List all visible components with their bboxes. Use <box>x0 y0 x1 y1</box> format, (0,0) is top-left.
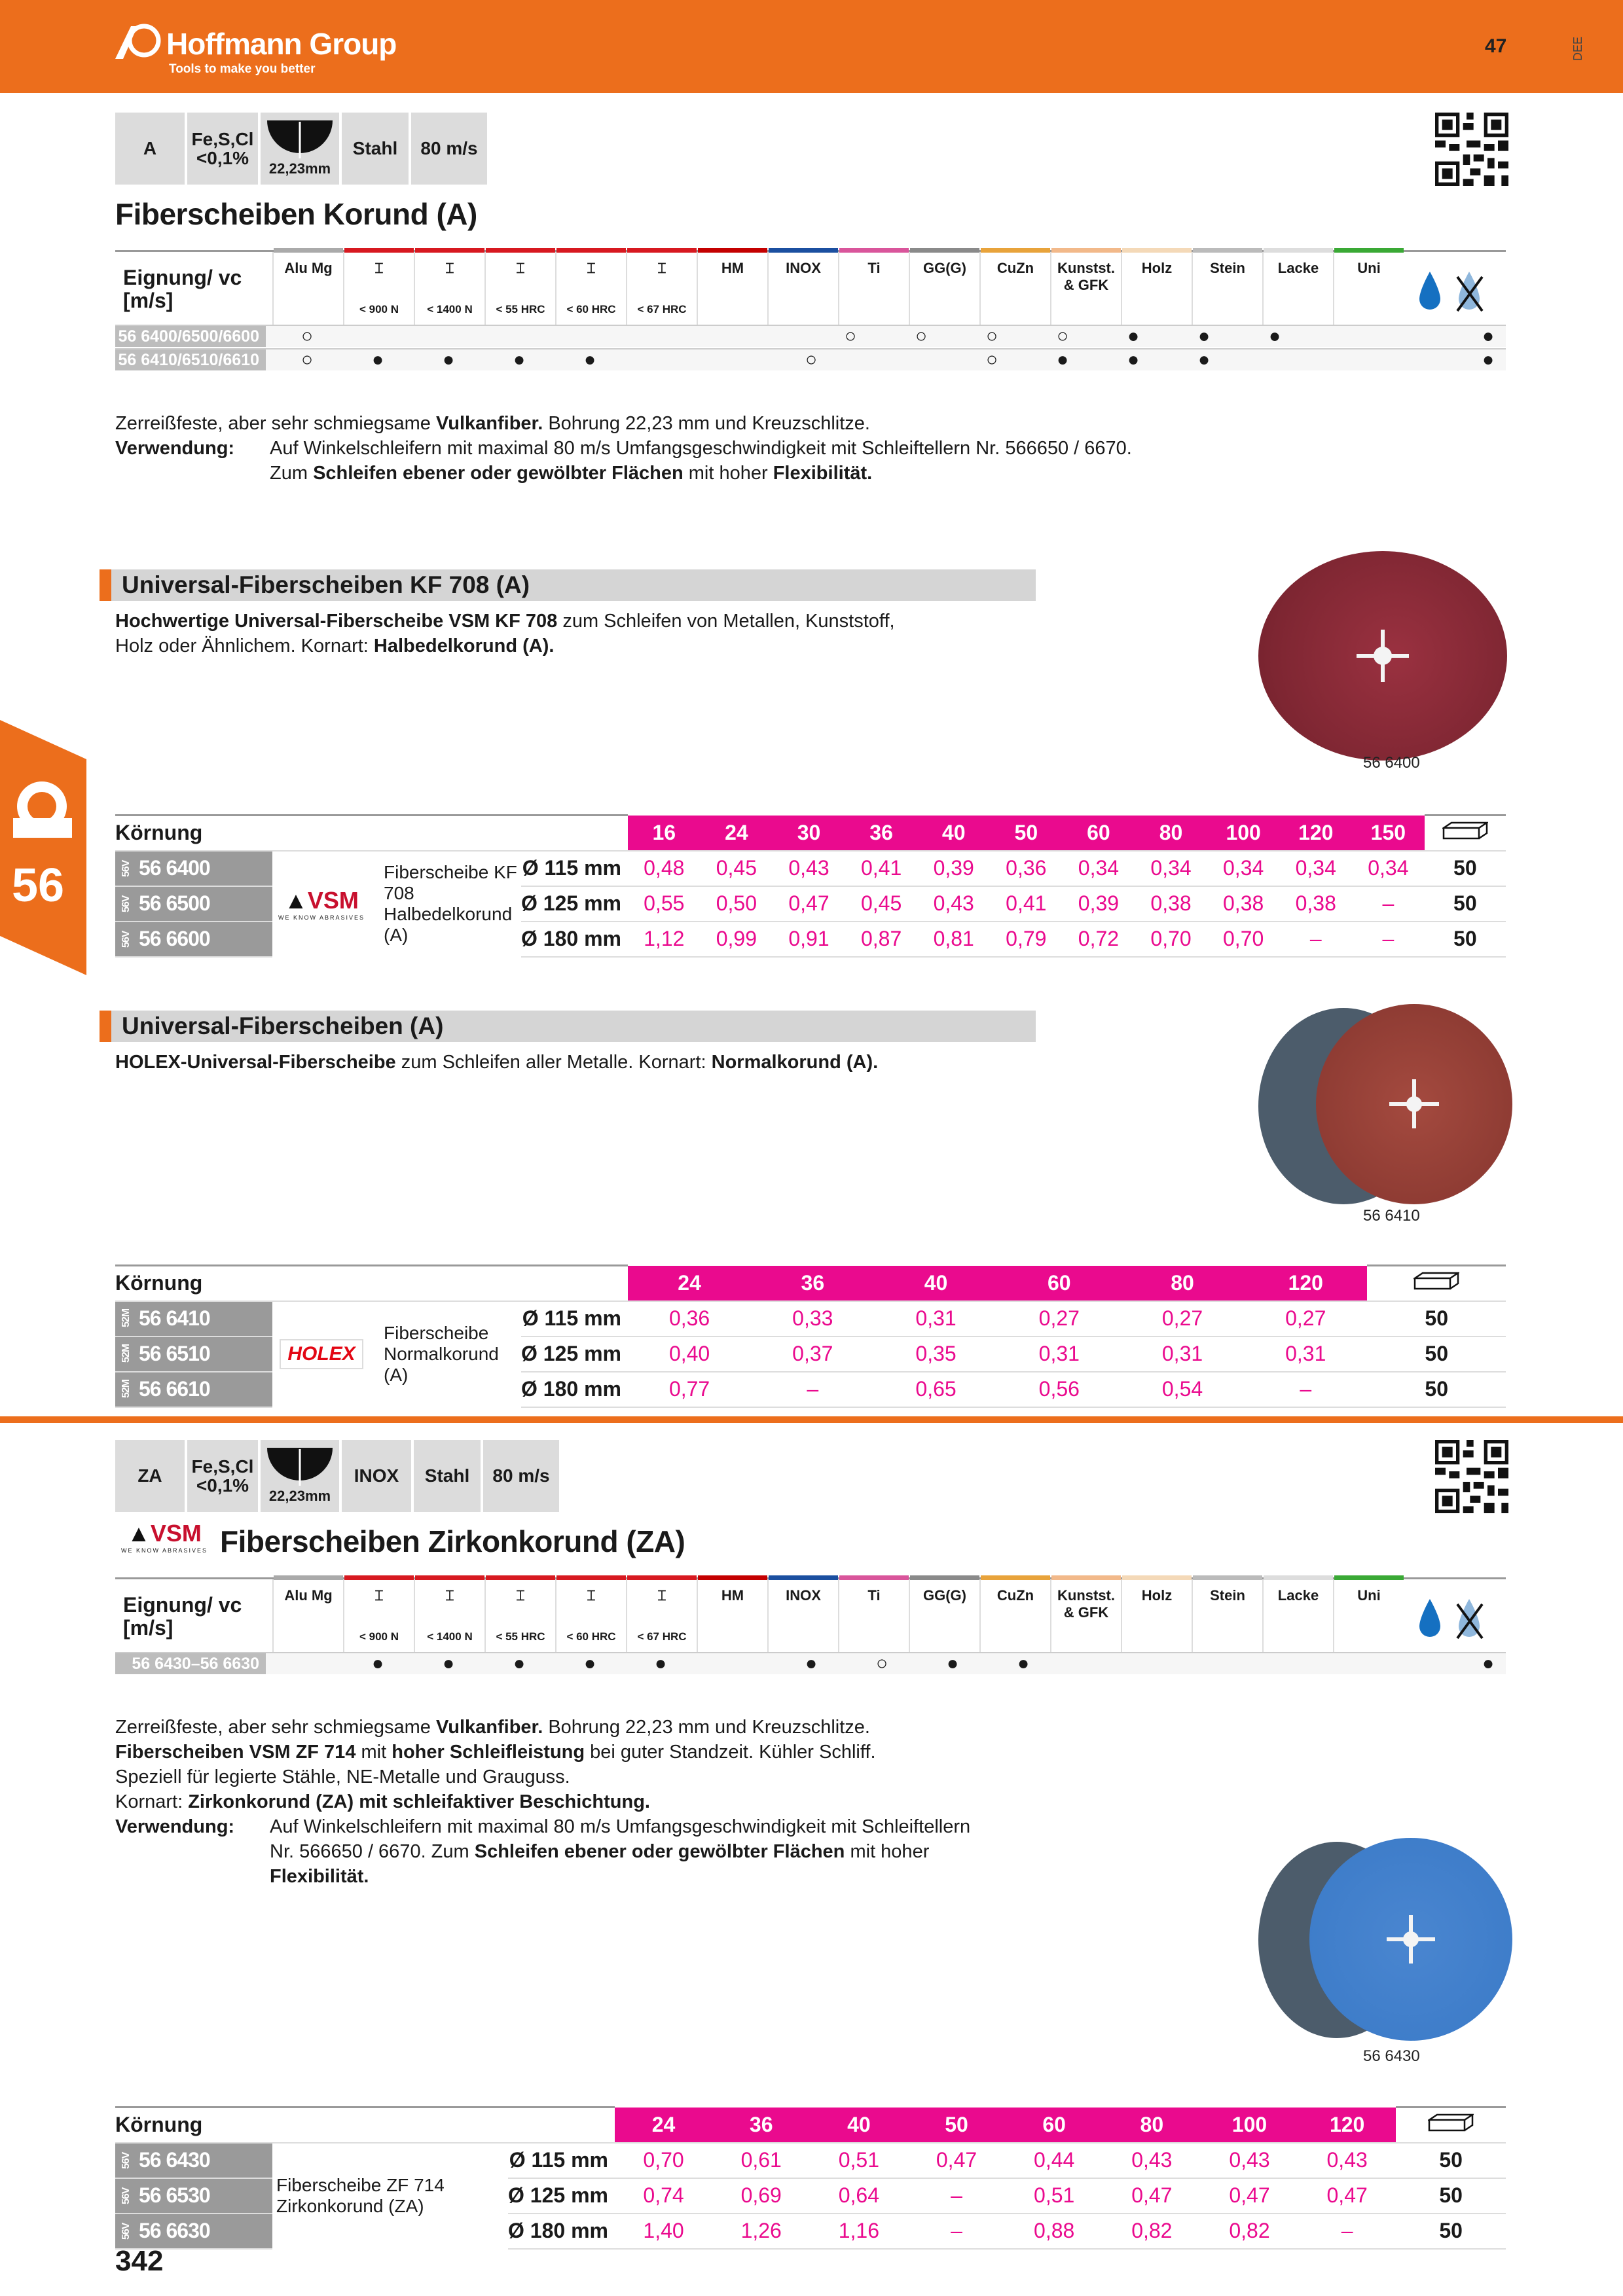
col-uni: Uni <box>1333 252 1404 325</box>
col-holz: Holz <box>1121 252 1192 325</box>
col-steel-1400: ⌶ < 1400 N <box>414 252 484 325</box>
grit-header-row: Körnung 16 24 30 36 40 50 60 80 100 120 150 <box>115 816 1506 851</box>
spec-material: Stahl <box>342 113 411 185</box>
product-image-kf708 <box>1258 551 1507 761</box>
spec-bore: 22,23mm <box>261 113 342 185</box>
chapter-number: 56 <box>12 859 65 912</box>
wet-dry-icon <box>1415 1598 1494 1641</box>
spec-inox: INOX <box>342 1440 414 1512</box>
suitability-row-1: 56 6400/6500/6600 ○ ○ ○ ○ ○ ● ● ● ● <box>115 325 1506 347</box>
product-row[interactable]: 52M 56 6610 Ø 180 mm 0,77 – 0,65 0,56 0,54 – 50 <box>115 1372 1506 1407</box>
image-caption-zirkon: 56 6430 <box>1363 2047 1420 2065</box>
product-row[interactable]: 52M 56 6410 HOLEX Fiberscheibe Normalkorund (A) Ø 115 mm 0,36 0,33 0,31 0,27 0,27 0,27 50 <box>115 1301 1506 1336</box>
holex-logo: HOLEX Fiberscheibe Normalkorund (A) <box>272 1301 521 1407</box>
col-alu: Alu Mg <box>272 252 343 325</box>
product-name: Fiberscheibe KF 708 Halbedelkorund (A) <box>384 862 517 945</box>
product-name: Fiberscheibe ZF 714 Zirkonkorund (ZA) <box>276 2175 445 2216</box>
col-lacke: Lacke <box>1262 252 1333 325</box>
spec-speed: 80 m/s <box>411 113 490 185</box>
vsm-logo: ▲VSM WE KNOW ABRASIVES Fiberscheibe KF 708 Halbedelkorund (A) <box>272 851 521 957</box>
suitability-header <box>115 250 1506 323</box>
price-table-zirkon <box>115 2106 1506 2250</box>
qr-code-icon[interactable] <box>1435 1440 1508 1513</box>
product-image-zirkon <box>1309 1838 1512 2041</box>
col-gg: GG(G) <box>909 252 979 325</box>
price-table-holex <box>115 1265 1506 1408</box>
qr-code-icon[interactable] <box>1435 113 1508 186</box>
section-title-holex: Universal-Fiberscheiben (A) <box>100 1011 1036 1042</box>
spec-contamination: Fe,S,Cl <0,1% <box>187 1440 261 1512</box>
spec-speed: 80 m/s <box>483 1440 562 1512</box>
product-row[interactable]: 56V 56 6500 Ø 125 mm 0,55 0,50 0,47 0,45 0,43 0,41 0,39 0,38 0,38 0,38 – 50 <box>115 886 1506 922</box>
col-inox: INOX <box>767 252 838 325</box>
col-kunststoff: Kunstst. & GFK <box>1050 252 1121 325</box>
wet-dry-icon <box>1415 270 1494 314</box>
product-row[interactable]: 56V 56 6430 Fiberscheibe ZF 714 Zirkonkorund (ZA) Ø 115 mm 0,70 0,61 0,51 0,47 0,44 0,43 0,43 0,43 50 <box>115 2143 1506 2178</box>
col-hrc-60: ⌶ < 60 HRC <box>555 252 626 325</box>
section-title-korund: Fiberscheiben Korund (A) <box>115 197 477 231</box>
spec-grain: ZA <box>115 1440 187 1512</box>
description-kf708: Hochwertige Universal-Fiberscheibe VSM KF 708 zum Schleifen von Metallen, Kunststoff, Holz oder Ähnlichem. Kornart: Halbedelkorund (A). <box>115 611 895 656</box>
col-hrc-55: ⌶ < 55 HRC <box>484 252 555 325</box>
brand-name: Hoffmann Group <box>166 27 397 61</box>
package-icon <box>1425 816 1506 851</box>
disc-bore-icon <box>267 120 333 161</box>
description-holex: HOLEX-Universal-Fiberscheibe zum Schleifen aller Metalle. Kornart: Normalkorund (A). <box>115 1052 879 1073</box>
col-stein: Stein <box>1192 252 1262 325</box>
product-row[interactable]: 56V 56 6400 ▲VSM WE KNOW ABRASIVES Fiberscheibe KF 708 Halbedelkorund (A) Ø 115 mm 0,48 0,45 0,43 0,41 0,39 0,36 0,34 0,34 0,34 0,34 0,34 50 <box>115 851 1506 886</box>
suitability-header-za: Eignung/ vc [m/s] Alu Mg ⌶ < 900 N ⌶ < 1400 N ⌶ < 55 HRC ⌶ < 60 HRC ⌶ < 67 HRC HM INOX Ti GG(G) CuZn Kunstst. & GFK Holz Stein Lacke Uni <box>115 1577 1506 1651</box>
product-row[interactable]: 56V 56 6600 Ø 180 mm 1,12 0,99 0,91 0,87 0,81 0,79 0,72 0,70 0,70 – – 50 <box>115 922 1506 957</box>
hoffmann-logo-icon <box>115 22 161 59</box>
suitability-label: Eignung/ vc [m/s] <box>123 266 242 313</box>
grit-header-row: Körnung 24 36 40 50 60 80 100 120 <box>115 2108 1506 2143</box>
product-row[interactable]: 52M 56 6510 Ø 125 mm 0,40 0,37 0,35 0,31 0,31 0,31 50 <box>115 1336 1506 1372</box>
section-title-kf708: Universal-Fiberscheiben KF 708 (A) <box>100 569 1036 601</box>
product-image-holex <box>1316 1004 1512 1204</box>
section-title-zirkon: Fiberscheiben Zirkonkorund (ZA) <box>220 1524 685 1558</box>
package-icon <box>1396 2108 1506 2143</box>
col-cuzn: CuZn <box>979 252 1050 325</box>
chapter-tab[interactable] <box>0 720 86 975</box>
grit-header-row: Körnung 24 36 40 60 80 120 <box>115 1266 1506 1301</box>
brand-tagline: Tools to make you better <box>169 62 316 76</box>
product-row[interactable]: 56V 56 6530 Ø 125 mm 0,74 0,69 0,64 – 0,51 0,47 0,47 0,47 50 <box>115 2178 1506 2214</box>
suitability-row-za: 56 6430–56 6630 ● ● ● ● ● ● ○ ● ● ● <box>115 1652 1506 1674</box>
spec-bore: 22,23mm <box>261 1440 342 1512</box>
spec-grain: A <box>115 113 187 185</box>
product-name: Fiberscheibe Normalkorund (A) <box>384 1323 499 1385</box>
vsm-logo: ▲VSM WE KNOW ABRASIVES <box>120 1520 208 1554</box>
image-caption-holex: 56 6410 <box>1363 1207 1420 1225</box>
disc-bore-icon <box>267 1448 333 1488</box>
spec-contamination: Fe,S,Cl <0,1% <box>187 113 261 185</box>
col-hrc-67: ⌶ < 67 HRC <box>626 252 697 325</box>
image-caption-kf708: 56 6400 <box>1363 754 1420 772</box>
spec-row-za <box>115 1440 562 1512</box>
suitability-row-2: 56 6410/6510/6610 ○ ● ● ● ● ○ ○ ● ● ● ● <box>115 348 1506 370</box>
suitability-label: Eignung/ vc [m/s] <box>123 1593 242 1640</box>
section-divider <box>0 1416 1623 1423</box>
description-zirkon: Zerreißfeste, aber sehr schmiegsame Vulkanfiber. Bohrung 22,23 mm und Kreuzschlitze. Fiberscheiben VSM ZF 714 mit hoher Schleifleistung bei guter Standzeit. Kühler Schliff. Speziell für legierte Stähle, NE-Metalle und Grauguss. Kornart: Zirkonkorund (ZA) mit schleifaktiver Beschichtung. Verwendung: Auf Winkelschleifern mit maximal 80 m/s Umfangsgeschwindigkeit mit Schleiftellern Nr. 566650 / 6670. Zum Schleifen ebener oder gewölbter Flächen mit hoher Flexibilität. <box>115 1717 971 1887</box>
price-table-kf708 <box>115 814 1506 958</box>
col-ti: Ti <box>838 252 909 325</box>
package-icon <box>1367 1266 1506 1301</box>
spec-material: Stahl <box>414 1440 483 1512</box>
description-korund: Zerreißfeste, aber sehr schmiegsame Vulkanfiber. Bohrung 22,23 mm und Kreuzschlitze. Verwendung: Auf Winkelschleifern mit maximal 80 m/s Umfangsgeschwindigkeit mit Schleiftellern Nr. 566650 / 6670. Zum Schleifen ebener oder gewölbter Flächen mit hoher Flexibilität. <box>115 413 1132 484</box>
col-steel-900: ⌶ < 900 N <box>343 252 414 325</box>
page-number: 47 <box>1485 35 1507 57</box>
col-hm: HM <box>697 252 767 325</box>
spec-row <box>115 113 490 185</box>
language-code: DEE <box>1571 37 1584 62</box>
product-row[interactable]: 56V 56 6630 Ø 180 mm 1,40 1,26 1,16 – 0,88 0,82 0,82 – 50 <box>115 2214 1506 2249</box>
footer-page-number: 342 <box>115 2245 164 2277</box>
